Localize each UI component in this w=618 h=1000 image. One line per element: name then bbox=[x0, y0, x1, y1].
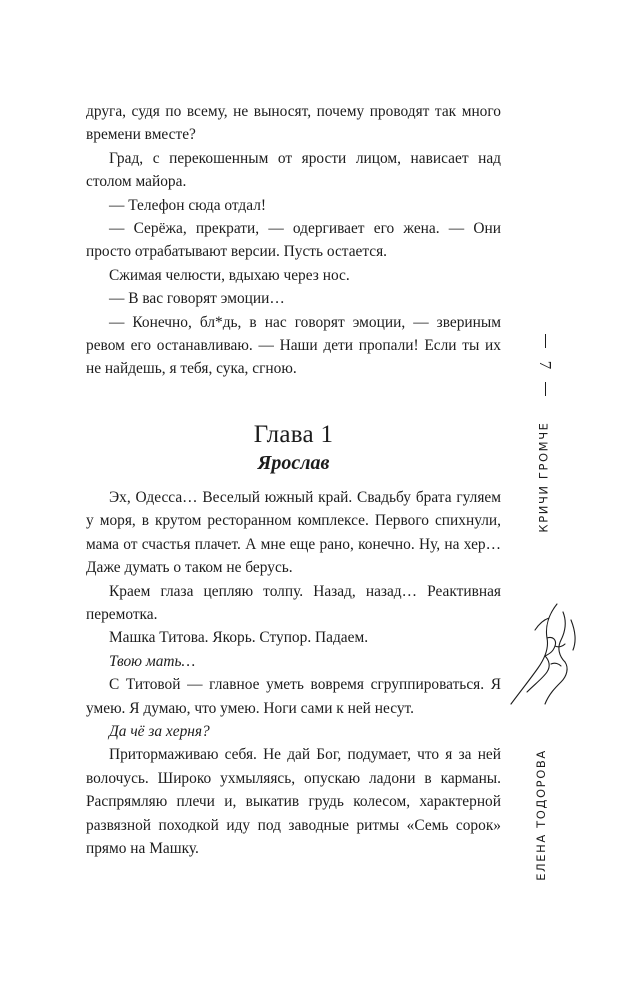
art-stroke bbox=[511, 604, 557, 704]
paragraph: Притормаживаю себя. Не дай Бог, подумает, что я за ней волочусь. Широко ухмыляясь, опускаю ладони в карманы. Распрямляю плечи и, выкатив грудь колесом, характерной развязной походкой иду под заводные ритмы «Семь сорок» прямо на Машку. bbox=[86, 746, 501, 858]
paragraph: Краем глаза цепляю толпу. Назад, назад… Реактивная перемотка. bbox=[86, 582, 501, 624]
paragraph: друга, судя по всему, не выносят, почему проводят так много времени вместе? bbox=[86, 103, 501, 144]
art-stroke bbox=[559, 612, 565, 662]
line-art-illustration bbox=[505, 600, 585, 710]
art-stroke bbox=[527, 656, 549, 692]
paragraph: Твою мать… bbox=[109, 652, 196, 670]
margin-divider-top bbox=[545, 334, 546, 348]
running-author: ЕЛЕНА ТОДОРОВА bbox=[533, 749, 548, 881]
paragraph: Эх, Одесса… Веселый южный край. Свадьбу брата гуляем у моря, в крутом ресторанном комплексе. Первого спихнули, мама от счастья плачет. А мне еще рано, конечно. Ну, на хер… Даже думать о таком не берусь. bbox=[86, 489, 501, 577]
paragraph: — Конечно, бл*дь, в нас говорят эмоции, — звериным ревом его останавливаю. — Наши дети пропали! Если ты их не найдешь, я тебя, сука, сгною. bbox=[86, 313, 501, 378]
margin-divider-bottom bbox=[545, 382, 546, 396]
chapter-text-block bbox=[86, 486, 501, 861]
page-number: 7 bbox=[536, 360, 555, 370]
intro-text-block bbox=[86, 100, 501, 381]
paragraph: Да чё за херня? bbox=[109, 723, 210, 741]
chapter-subtitle: Ярослав bbox=[257, 452, 330, 474]
art-stroke bbox=[545, 637, 556, 656]
paragraph: Машка Титова. Якорь. Ступор. Падаем. bbox=[109, 629, 369, 647]
paragraph: — Серёжа, прекрати, — одергивает его жена. — Они просто отрабатывают версии. Пусть остается. bbox=[86, 220, 501, 261]
chapter-heading bbox=[86, 420, 501, 476]
paragraph: — В вас говорят эмоции… bbox=[109, 290, 285, 308]
paragraph: Град, с перекошенным от ярости лицом, нависает над столом майора. bbox=[86, 149, 501, 191]
art-stroke bbox=[571, 620, 575, 650]
chapter-title: Глава 1 bbox=[253, 421, 334, 448]
paragraph: С Титовой — главное уметь вовремя сгруппироваться. Я умею. Я думаю, что умею. Ноги сами к ней несут. bbox=[86, 676, 501, 717]
running-title: КРИЧИ ГРОМЧЕ bbox=[536, 421, 551, 533]
art-stroke bbox=[551, 663, 561, 666]
paragraph: Сжимая челюсти, вдыхаю через нос. bbox=[109, 266, 350, 284]
paragraph: — Телефон сюда отдал! bbox=[109, 196, 267, 214]
art-stroke bbox=[555, 644, 565, 647]
